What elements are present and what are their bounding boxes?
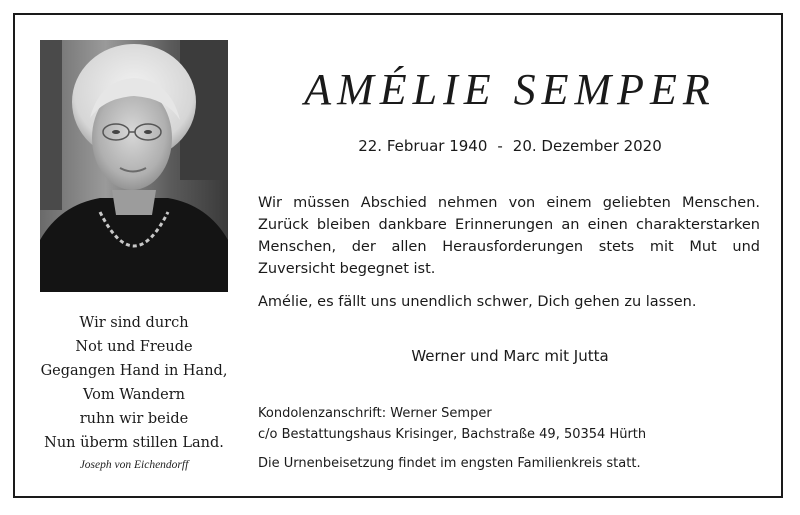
poem <box>30 311 238 455</box>
poem-author: Joseph von Eichendorff <box>79 459 189 471</box>
farewell-text: Amélie, es fällt uns unendlich schwer, Dich gehen zu lassen. <box>258 294 697 310</box>
urn-burial-text: Die Urnenbeisetzung findet im engsten Familienkreis statt. <box>258 456 641 471</box>
date-separator: - <box>497 137 503 155</box>
address-line: c/o Bestattungshaus Krisinger, Bachstraße 49, 50354 Hürth <box>258 427 647 442</box>
poem-line: ruhn wir beide <box>79 411 189 427</box>
birth-date: 22. Februar 1940 <box>358 137 488 155</box>
condolence-address <box>258 403 760 445</box>
poem-line: Nun überm stillen Land. <box>44 435 224 451</box>
life-dates <box>248 137 772 155</box>
poem-line: Wir sind durch <box>79 315 189 331</box>
poem-line: Vom Wandern <box>83 387 185 403</box>
poem-line: Not und Freude <box>75 339 193 355</box>
poem-line: Gegangen Hand in Hand, <box>40 363 228 379</box>
death-date: 20. Dezember 2020 <box>512 137 662 155</box>
signers: Werner und Marc mit Jutta <box>411 347 609 365</box>
deceased-name: AMÉLIE SEMPER <box>304 65 716 114</box>
main-text: Wir müssen Abschied nehmen von einem geliebten Menschen. Zurück bleiben dankbare Erinnerungen an einen charakterstarken Menschen, der allen Herausforderungen stets mit Mut und Zuversicht begegnet ist. <box>258 195 760 277</box>
address-line: Kondolenzanschrift: Werner Semper <box>258 406 492 421</box>
portrait-photo <box>40 40 228 292</box>
